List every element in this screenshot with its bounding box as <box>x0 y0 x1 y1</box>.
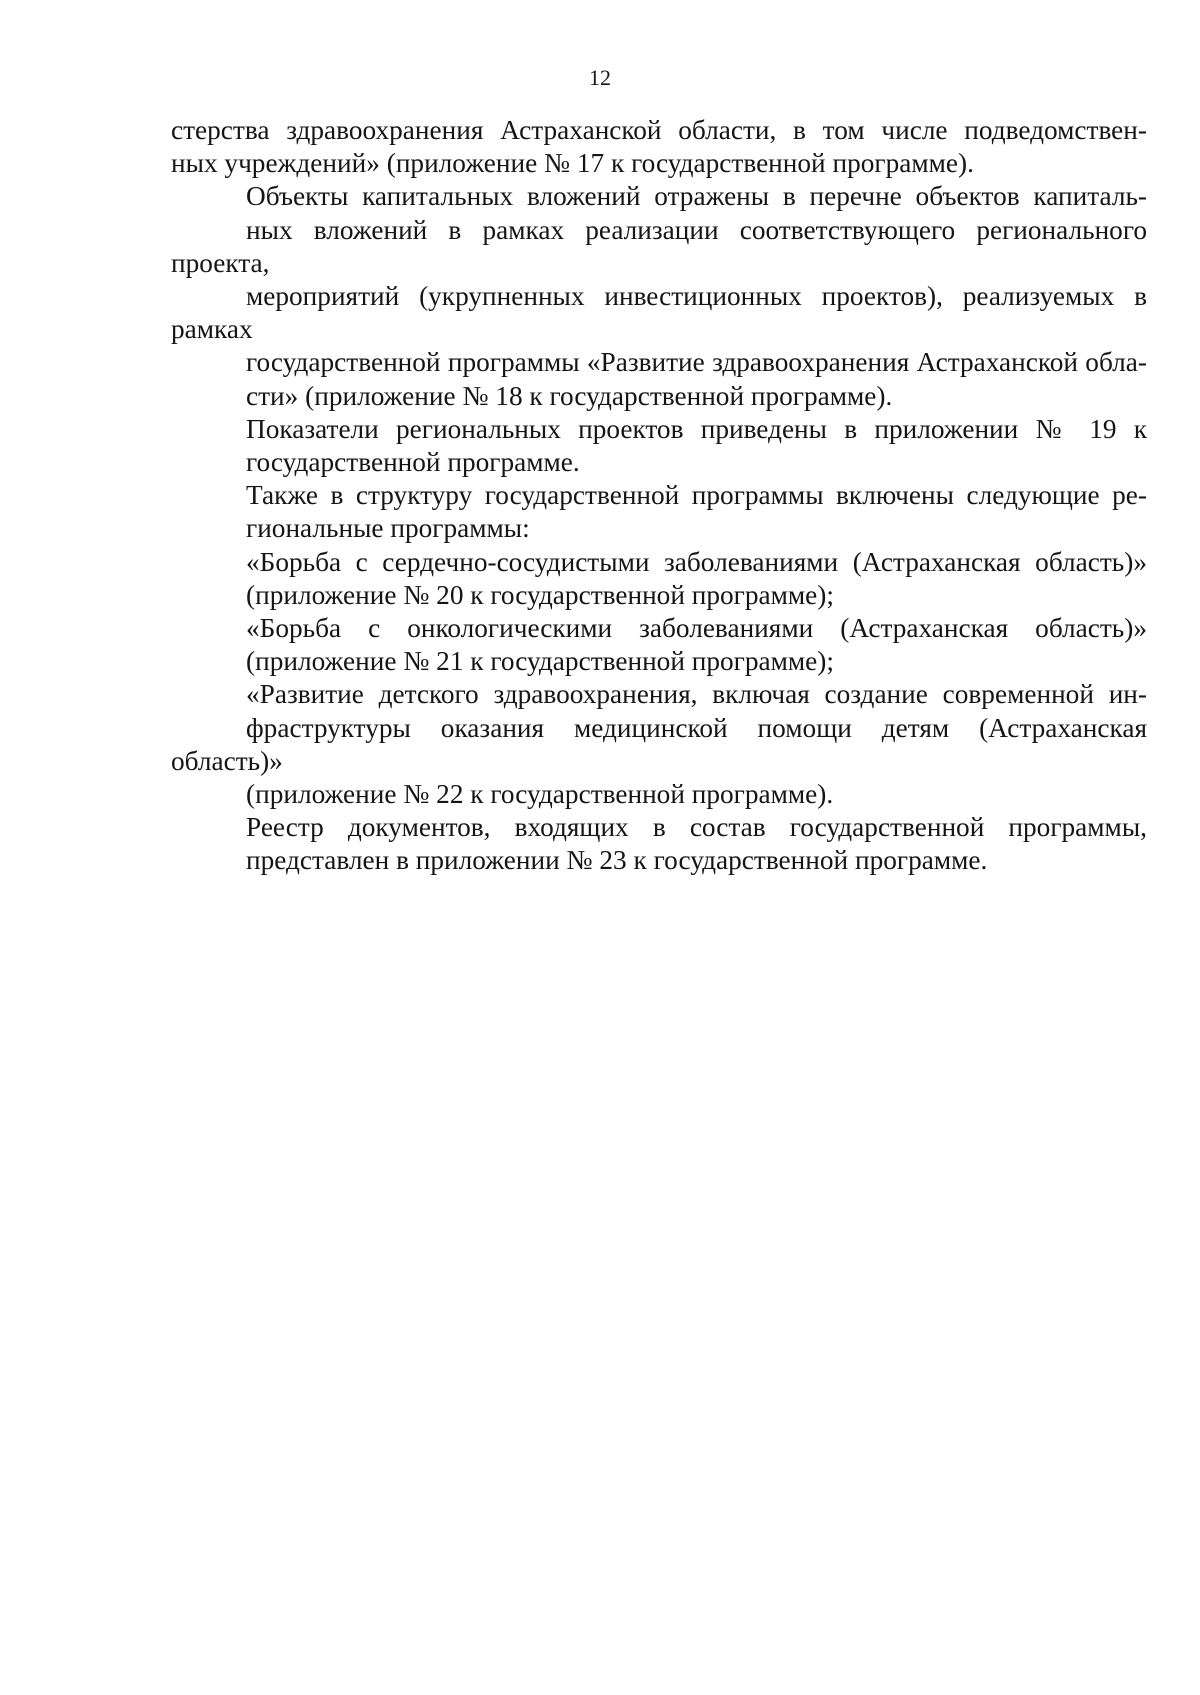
text-line: сти» (приложение № 18 к государственной программе). <box>246 380 893 411</box>
text-line: «Борьба с онкологическими заболеваниями (Астраханская область)» <box>246 613 1147 644</box>
text-line: (приложение № 22 к государственной программе). <box>246 779 834 810</box>
text-line: стерства здравоохранения Астраханской области, в том числе подведомствен- <box>171 115 1147 145</box>
text-line: представлен в приложении № 23 к государственной программе. <box>246 845 988 876</box>
paragraph <box>171 546 1147 612</box>
paragraph <box>171 612 1147 678</box>
text-line: «Развитие детского здравоохранения, включая создание современной ин- <box>246 679 1147 710</box>
text-line: государственной программе. <box>246 447 580 478</box>
text-line: (приложение № 21 к государственной программе); <box>246 646 834 677</box>
document-body <box>171 114 1147 878</box>
paragraph <box>171 114 1147 180</box>
paragraph <box>171 811 1147 877</box>
paragraph <box>171 479 1147 545</box>
paragraph <box>171 413 1147 479</box>
text-line: ных учреждений» (приложение № 17 к государственной программе). <box>171 148 974 179</box>
paragraph <box>171 678 1147 811</box>
text-line: гиональные программы: <box>246 513 530 544</box>
text-line: Показатели региональных проектов приведены в приложении № 19 к <box>246 413 1147 444</box>
text-line: Также в структуру государственной программы включены следующие ре- <box>246 480 1147 511</box>
paragraph <box>171 180 1147 412</box>
text-line: «Борьба с сердечно-сосудистыми заболеваниями (Астраханская область)» <box>246 546 1147 577</box>
text-line: государственной программы «Развитие здравоохранения Астраханской обла- <box>246 347 1147 378</box>
page-number: 12 <box>589 65 611 90</box>
text-line: (приложение № 20 к государственной программе); <box>246 579 834 610</box>
text-line: Объекты капитальных вложений отражены в перечне объектов капиталь- <box>246 181 1147 212</box>
text-line: мероприятий (укрупненных инвестиционных проектов), реализуемых в рамках <box>171 281 1147 345</box>
text-line: Реестр документов, входящих в состав государственной программы, <box>246 812 1147 843</box>
text-line: ных вложений в рамках реализации соответствующего регионального проекта, <box>171 214 1147 278</box>
text-line: фраструктуры оказания медицинской помощи детям (Астраханская область)» <box>171 712 1147 776</box>
